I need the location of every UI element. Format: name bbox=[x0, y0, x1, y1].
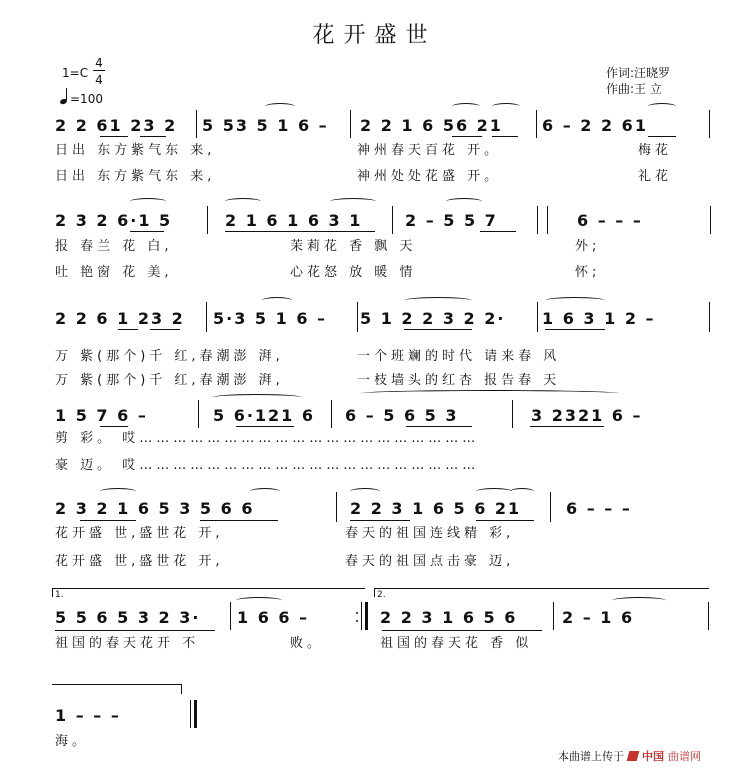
measure: 2 2 1 6 56 21 bbox=[360, 116, 503, 135]
time-signature-divider bbox=[93, 70, 105, 71]
volta-1-label: 1. bbox=[55, 590, 64, 600]
upload-note: 本曲谱上传于 bbox=[558, 750, 624, 763]
lyric-phrase: 神州春天百花 开。 bbox=[357, 143, 502, 158]
measure: 1 – – – bbox=[55, 706, 121, 725]
time-signature-top: 4 bbox=[95, 56, 103, 70]
slur bbox=[225, 198, 261, 205]
volta-continuation bbox=[52, 684, 182, 693]
slur bbox=[130, 198, 166, 205]
barline bbox=[708, 602, 709, 630]
beam-underline bbox=[648, 136, 676, 137]
lyric-phrase: 败。 bbox=[290, 636, 325, 651]
slur bbox=[446, 198, 482, 205]
site-footer bbox=[558, 748, 701, 764]
beam-underline bbox=[80, 520, 136, 521]
volta-bracket-2 bbox=[374, 588, 709, 597]
repeat-barline bbox=[361, 602, 362, 630]
lyric-phrase: 怀; bbox=[575, 265, 601, 280]
beam-underline bbox=[130, 231, 164, 232]
beam-underline bbox=[545, 329, 605, 330]
time-signature-bottom: 4 bbox=[95, 73, 103, 87]
slur bbox=[452, 103, 480, 110]
lyric-phrase: 神州处处花盛 开。 bbox=[357, 169, 502, 184]
brand-subname: 曲谱网 bbox=[668, 750, 701, 763]
beam-underline bbox=[476, 520, 534, 521]
barline bbox=[547, 206, 548, 234]
lyric-phrase: 花开盛 世,盛世花 开, bbox=[55, 526, 224, 541]
measure: 6 – 5 6 5 3 bbox=[345, 406, 459, 425]
barline bbox=[550, 492, 551, 522]
repeat-barline-thick bbox=[365, 602, 368, 630]
volta-2-label: 2. bbox=[377, 590, 386, 600]
slur bbox=[492, 103, 520, 110]
song-title: 花开盛世 bbox=[312, 23, 437, 48]
beam-underline bbox=[530, 426, 604, 427]
lyric-phrase: 春天的祖国连线精 彩, bbox=[345, 526, 515, 541]
composer-credit: 作曲:王 立 bbox=[606, 82, 662, 96]
barline bbox=[350, 110, 351, 138]
lyric-phrase: 海。 bbox=[55, 734, 90, 749]
final-barline bbox=[190, 700, 191, 728]
slur bbox=[350, 488, 380, 495]
lyric-phrase: 一个班斓的时代 请来春 风 bbox=[357, 349, 561, 364]
measure: 2 3 2 6·1 5 bbox=[55, 211, 173, 230]
lyric-phrase: 祖国的春天花 香 似 bbox=[380, 636, 533, 651]
barline bbox=[331, 400, 332, 428]
lyric-phrase: 茉莉花 香 飘 天 bbox=[290, 239, 417, 254]
brand-name: 中国 bbox=[642, 750, 664, 763]
lyric-phrase: 礼花 bbox=[638, 169, 673, 184]
barline bbox=[357, 302, 358, 332]
repeat-dot bbox=[356, 620, 358, 622]
barline bbox=[537, 302, 538, 332]
volta-bracket-1 bbox=[52, 588, 365, 597]
slur bbox=[476, 488, 512, 495]
barline bbox=[710, 206, 711, 234]
slur bbox=[360, 390, 620, 397]
measure: 5·3 5 1 6 – bbox=[213, 309, 328, 328]
beam-underline bbox=[382, 630, 542, 631]
site-logo-icon bbox=[627, 751, 640, 761]
tempo-marking: =100 bbox=[70, 92, 103, 106]
beam-underline bbox=[350, 520, 410, 521]
slur bbox=[250, 488, 280, 495]
beam-underline bbox=[118, 329, 138, 330]
lyric-phrase: 梅花 bbox=[638, 143, 673, 158]
measure: 1 5 7 6 – bbox=[55, 406, 148, 425]
measure: 1 6 3 1 2 – bbox=[542, 309, 656, 328]
slur bbox=[404, 297, 472, 304]
lyric-phrase: 一枝墙头的红杏 报告春 天 bbox=[357, 373, 561, 388]
lyric-phrase: 日出 东方紫气东 来, bbox=[55, 143, 216, 158]
lyric-phrase: 心花怒 放 暖 情 bbox=[290, 265, 417, 280]
slur bbox=[545, 297, 605, 304]
slur bbox=[648, 103, 676, 110]
measure: 5 5 6 5 3 2 3· bbox=[55, 608, 201, 627]
repeat-dot bbox=[356, 612, 358, 614]
lyric-phrase: 万 紫(那个)千 红,春潮澎 湃, bbox=[55, 349, 284, 364]
barline bbox=[196, 110, 197, 138]
measure: 2 2 3 1 6 5 6 21 bbox=[350, 499, 522, 518]
barline bbox=[536, 110, 537, 138]
measure: 2 1 6 1 6 3 1 bbox=[225, 211, 363, 230]
slur bbox=[330, 198, 376, 205]
barline bbox=[392, 206, 393, 234]
lyric-phrase: 万 紫(那个)千 红,春潮澎 湃, bbox=[55, 373, 284, 388]
lyric-phrase: 祖国的春天花开 不 bbox=[55, 636, 200, 651]
barline bbox=[230, 602, 231, 630]
barline bbox=[206, 302, 207, 332]
beam-underline bbox=[406, 426, 472, 427]
measure: 2 2 3 1 6 5 6 bbox=[380, 608, 518, 627]
slur bbox=[100, 488, 136, 495]
volta-end-tick bbox=[181, 684, 182, 694]
barline bbox=[537, 206, 538, 234]
beam-underline bbox=[492, 136, 518, 137]
beam-underline bbox=[225, 231, 375, 232]
measure: 2 2 6 1 23 2 bbox=[55, 309, 185, 328]
barline bbox=[709, 302, 710, 332]
barline bbox=[553, 602, 554, 630]
measure: 2 3 2 1 6 5 3 5 6 6 bbox=[55, 499, 255, 518]
lyricist-credit: 作词:汪晓罗 bbox=[606, 66, 671, 80]
final-barline-thick bbox=[194, 700, 197, 728]
lyric-phrase: 日出 东方紫气东 来, bbox=[55, 169, 216, 184]
measure: 3 2321 6 – bbox=[531, 406, 643, 425]
key-signature: 1=C bbox=[62, 66, 89, 80]
measure: 5 1 2 2 3 2 2· bbox=[360, 309, 506, 328]
barline bbox=[207, 206, 208, 234]
beam-underline bbox=[404, 329, 472, 330]
measure: 6 – – – bbox=[566, 499, 632, 518]
measure: 5 53 5 1 6 – bbox=[202, 116, 329, 135]
beam-underline bbox=[480, 231, 516, 232]
barline bbox=[336, 492, 337, 522]
slur bbox=[212, 394, 302, 401]
beam-underline bbox=[150, 329, 180, 330]
quarter-note-stem bbox=[66, 88, 67, 100]
beam-underline bbox=[236, 426, 294, 427]
lyric-phrase: 春天的祖国点击豪 迈, bbox=[345, 554, 515, 569]
lyric-phrase: 剪 彩。 哎…………………………………………………… bbox=[55, 431, 480, 446]
slur bbox=[236, 597, 282, 604]
slur bbox=[510, 488, 534, 495]
lyric-phrase: 吐 艳窗 花 美, bbox=[55, 265, 173, 280]
lyric-phrase: 花开盛 世,盛世花 开, bbox=[55, 554, 224, 569]
slur bbox=[612, 597, 666, 604]
beam-underline bbox=[200, 520, 278, 521]
lyric-phrase: 外; bbox=[575, 239, 601, 254]
barline bbox=[198, 400, 199, 428]
lyric-phrase: 豪 迈。 哎…………………………………………………… bbox=[55, 458, 480, 473]
measure: 6 – 2 2 61 bbox=[542, 116, 648, 135]
beam-underline bbox=[100, 136, 128, 137]
beam-underline bbox=[452, 136, 482, 137]
measure: 2 – 1 6 bbox=[562, 608, 635, 627]
measure: 1 6 6 – bbox=[237, 608, 310, 627]
measure: 2 2 61 23 2 bbox=[55, 116, 178, 135]
lyric-phrase: 报 春兰 花 白, bbox=[55, 239, 173, 254]
beam-underline bbox=[55, 630, 215, 631]
barline bbox=[709, 110, 710, 138]
measure: 5 6·121 6 bbox=[213, 406, 316, 425]
measure: 6 – – – bbox=[577, 211, 643, 230]
barline bbox=[512, 400, 513, 428]
beam-underline bbox=[100, 426, 128, 427]
measure: 2 – 5 5 7 bbox=[405, 211, 498, 230]
beam-underline bbox=[140, 136, 166, 137]
slur bbox=[265, 103, 295, 110]
slur bbox=[262, 297, 292, 304]
